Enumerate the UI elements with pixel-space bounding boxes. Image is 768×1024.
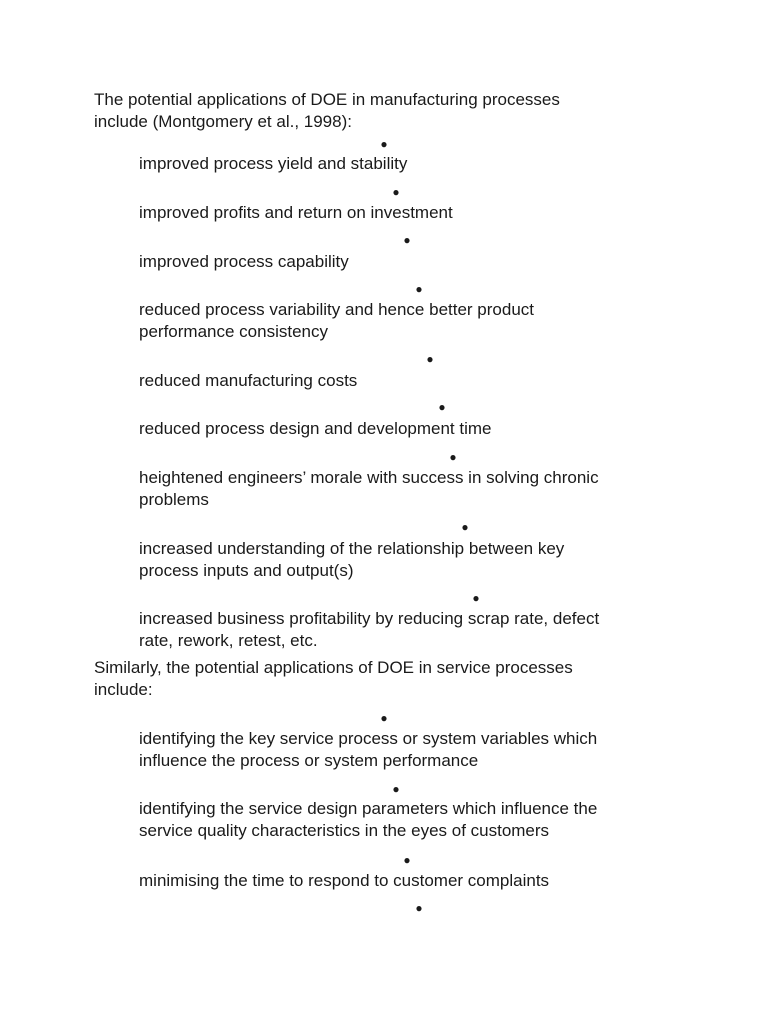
bullet-marker: ● (415, 901, 423, 915)
list-item: identifying the key service process or system variables which influence the process or system performance (139, 729, 598, 770)
bullet-marker: ● (380, 711, 388, 725)
list-item: increased business profitability by reducing scrap rate, defect rate, rework, retest, etc. (139, 609, 600, 650)
list-item: minimising the time to respond to customer complaints (139, 871, 550, 890)
service-intro-paragraph: Similarly, the potential applications of DOE in service processes include: (94, 658, 573, 699)
bullet-marker: ● (392, 782, 400, 796)
list-item: improved process yield and stability (139, 154, 408, 173)
list-item: increased understanding of the relationship between key process inputs and output(s) (139, 539, 565, 580)
bullet-marker: ● (392, 185, 400, 199)
bullet-marker: ● (472, 591, 480, 605)
bullet-marker: ● (403, 233, 411, 247)
list-item: heightened engineers’ morale with success in solving chronic problems (139, 468, 599, 509)
list-item: reduced process design and development time (139, 419, 492, 438)
bullet-marker: ● (415, 282, 423, 296)
bullet-marker: ● (461, 520, 469, 534)
bullet-marker: ● (438, 400, 446, 414)
intro-paragraph: The potential applications of DOE in manufacturing processes include (Montgomery et al., 1998): (94, 90, 560, 131)
bullet-marker: ● (403, 853, 411, 867)
bullet-marker: ● (426, 352, 434, 366)
list-item: improved profits and return on investment (139, 203, 453, 222)
list-item: reduced process variability and hence better product performance consistency (139, 300, 535, 341)
list-item: improved process capability (139, 252, 349, 271)
list-item: identifying the service design parameters which influence the service quality characteristics in the eyes of customers (139, 799, 598, 840)
list-item: reduced manufacturing costs (139, 371, 358, 390)
bullet-marker: ● (449, 450, 457, 464)
bullet-marker: ● (380, 137, 388, 151)
